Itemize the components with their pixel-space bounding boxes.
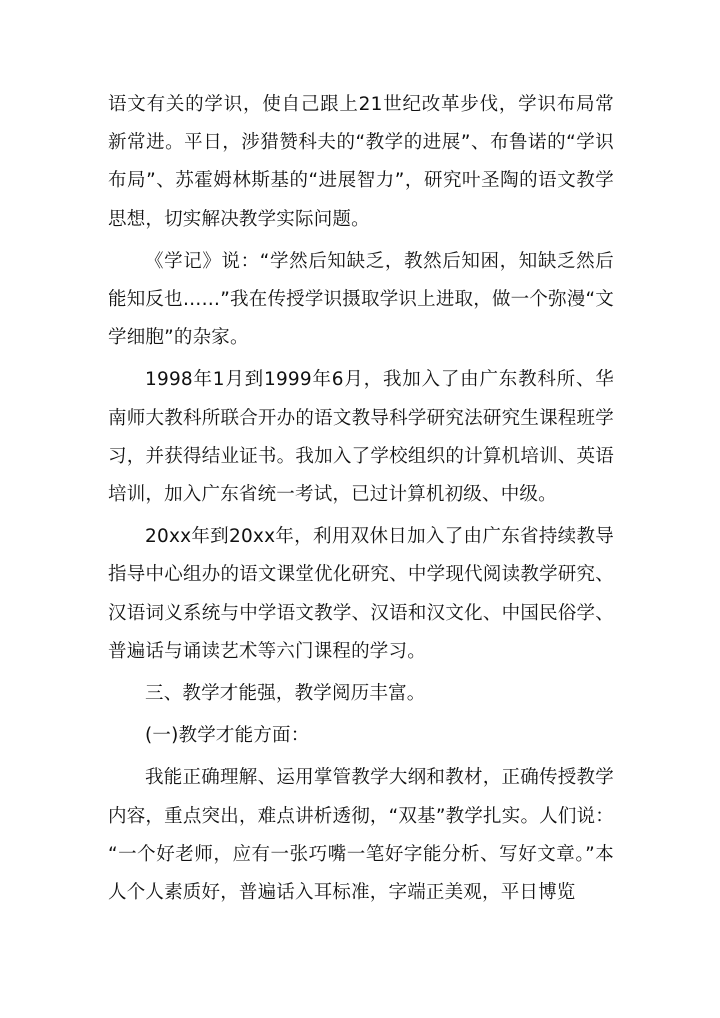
- paragraph-continuing-education: 20xx年到20xx年，利用双休日加入了由广东省持续教导指导中心组办的语文课堂优化研究、中学现代阅读教学研究、汉语词义系统与中学语文教学、汉语和汉文化、中国民俗学、普遍话与诵读艺术等六门课程的学习。: [108, 526, 614, 662]
- paragraph-teaching-skills: 我能正确理解、运用掌管教学大纲和教材，正确传授教学内容，重点突出，难点讲析透彻，“双基”教学扎实。人们说：“一个好老师，应有一张巧嘴一笔好字能分析、写好文章。”本人个人素质好，普遍话入耳标准，字端正美观，平日博览: [108, 767, 614, 904]
- paragraph-graduate-course: 1998年1月到1999年6月，我加入了由广东教科所、华南师大教科所联合开办的语文教导科学研究法研究生课程班学习，并获得结业证书。我加入了学校组织的计算机培训、英语培训，加入广东省统一考试，已过计算机初级、中级。: [108, 369, 614, 506]
- paragraph-xueji-quote: 《学记》说：“学然后知缺乏，教然后知困，知缺乏然后能知反也……”我在传授学识摄取学识上进取，做一个弥漫“文学细胞”的杂家。: [108, 250, 614, 349]
- document-body: [108, 86, 614, 912]
- subsection-heading-teaching-skills: (一)教学才能方面：: [145, 725, 310, 747]
- paragraph-continuation: 语文有关的学识，使自己跟上21世纪改革步伐，学识布局常新常进。平日，涉猎赞科夫的“教学的进展”、布鲁诺的“学识布局”、苏霍姆林斯基的“进展智力”，研究叶圣陶的语文教学思想，切实解决教学实际问题。: [108, 94, 614, 230]
- section-heading-teaching-ability: 三、教学才能强，教学阅历丰富。: [145, 683, 426, 705]
